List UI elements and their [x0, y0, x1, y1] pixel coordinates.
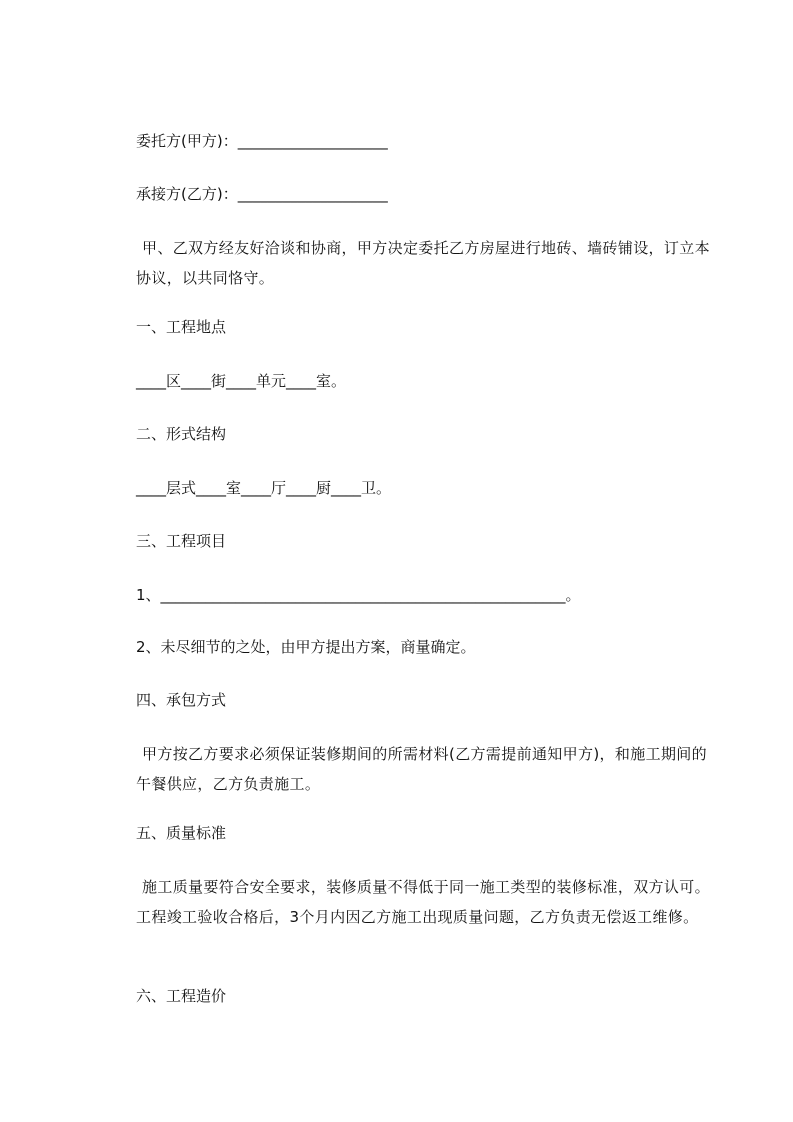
section-3-item-1: 1、______________________________________________________。 — [136, 586, 581, 604]
party-a-line: 委托方(甲方)：____________________ — [136, 132, 388, 150]
section-2-title: 二、形式结构 — [136, 425, 227, 443]
section-5-body: 施工质量要符合安全要求，装修质量不得低于同一施工类型的装修标准，双方认可。工程竣工验收合格后，3个月内因乙方施工出现质量问题，乙方负责无偿返工维修。 — [136, 878, 710, 926]
section-4-paragraph — [136, 739, 711, 799]
section-3-title: 三、工程项目 — [136, 532, 227, 550]
party-b-line: 承接方(乙方)：____________________ — [136, 185, 388, 203]
intro-text: 甲、乙双方经友好洽谈和协商，甲方决定委托乙方房屋进行地砖、墙砖铺设，订立本协议，以共同恪守。 — [136, 239, 710, 287]
section-6-title: 六、工程造价 — [136, 987, 227, 1005]
section-5-paragraph — [136, 872, 711, 932]
section-5-title: 五、质量标准 — [136, 824, 227, 842]
section-4-body: 甲方按乙方要求必须保证装修期间的所需材料(乙方需提前通知甲方)，和施工期间的午餐供应，乙方负责施工。 — [136, 745, 708, 793]
section-3-item-2: 2、未尽细节的之处，由甲方提出方案，商量确定。 — [136, 638, 476, 656]
section-1-title: 一、工程地点 — [136, 318, 227, 336]
section-1-body: ____区____街____单元____室。 — [136, 372, 347, 390]
section-4-title: 四、承包方式 — [136, 691, 227, 709]
section-2-body: ____层式____室____厅____厨____卫。 — [136, 479, 392, 497]
intro-paragraph — [136, 233, 711, 293]
